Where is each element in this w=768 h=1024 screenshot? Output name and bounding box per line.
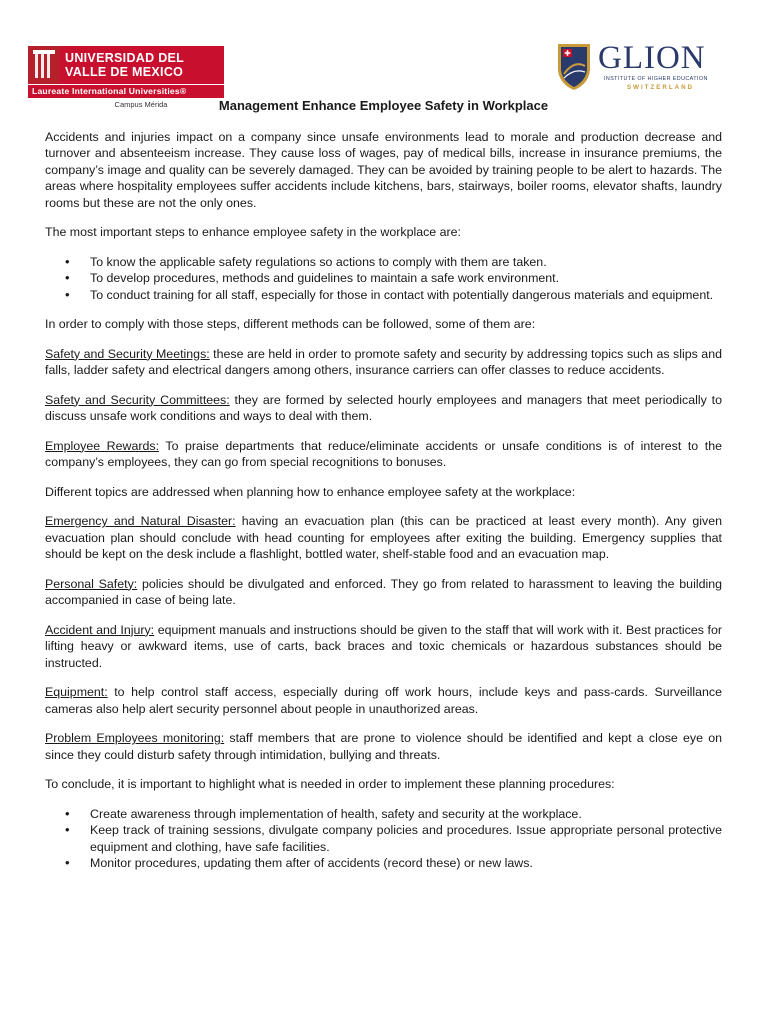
glion-wordmark: GLION [598,40,706,76]
topic-heading: Personal Safety: [45,576,138,591]
intro-paragraph: Accidents and injuries impact on a company since unsafe environments lead to morale and production decrease and turnover and absenteeism increase. They cause loss of wages, pay of medical bills, increase in insurance premiums, the company’s image and quality can be severely damaged. They can be avoided by training people to be alert to hazards. The areas where hospitality employees suffer accidents include kitchens, bars, stairways, boiler rooms, elevator shafts, laundry rooms but these are not the only ones. [45,129,722,210]
topic-paragraph [45,576,722,609]
glion-shield-icon [554,40,594,92]
topic-text: policies should be divulgated and enforced. They go from related to harassment to leaving the building accompanied in case of being late. [45,576,723,607]
method-heading: Employee Rewards: [45,438,160,453]
method-text: these are held in order to promote safety and security by addressing topics such as slips and falls, ladder safety and electrical dangers among others, insurance carriers can offer classes to reduce accidents. [45,346,722,377]
method-text: To praise departments that reduce/eliminate accidents or unsafe conditions is of interest to the company’s employees, they can go from special recognitions to bonuses. [45,438,723,469]
document-title: Management Enhance Employee Safety in Workplace [218,98,549,113]
topic-paragraph [45,622,722,672]
glion-country: SWITZERLAND [627,84,695,91]
uvm-name-line2: VALLE DE MEXICO [65,65,184,79]
list-item: • Create awareness through implementation of health, safety and security at the workplace. [90,806,722,823]
topics-intro: Different topics are addressed when planning how to enhance employee safety at the workplace: [45,484,576,499]
method-paragraph [45,392,722,425]
steps-intro: The most important steps to enhance employee safety in the workplace are: [45,225,461,239]
list-item: • Keep track of training sessions, divulgate company policies and procedures. Issue appropriate personal protective equipment and clothing, have safe facilities. [90,822,722,855]
topic-paragraph [45,684,722,717]
topic-text: having an evacuation plan (this can be practiced at least every month). Any given evacuation plan should conclude with head counting for employees after exiting the building. Emergency supplies that should be kept on the desk include a flashlight, bottled water, shelf-stable food and an evacuation map. [45,514,722,561]
uvm-name-line1: UNIVERSIDAD DEL [65,51,185,65]
topic-paragraph [45,730,722,763]
topic-paragraph [45,513,722,563]
topic-text: equipment manuals and instructions should be given to the staff that will work with it. Best practices for lifting heavy or awkward items, use of carts, back braces and toxic chemicals or hazardous substances should be instructed. [45,622,722,670]
topic-heading: Accident and Injury: [45,622,155,637]
topic-heading: Equipment: [45,685,108,699]
steps-list [45,254,722,304]
topic-heading: Problem Employees monitoring: [45,731,225,745]
glion-logo [554,40,724,92]
uvm-tagline: Laureate International Universities® [28,84,224,98]
method-text: they are formed by selected hourly employees and managers that meet periodically to discuss unsafe work conditions and ways to deal with them. [45,392,722,423]
conclusion-list [45,806,722,872]
list-item: • To know the applicable safety regulations so actions to comply with them are taken. [90,254,722,271]
uvm-campus: Campus Mérida [114,100,168,109]
uvm-logo-bar [28,46,224,84]
glion-institute: INSTITUTE OF HIGHER EDUCATION [604,76,708,82]
list-item: • To develop procedures, methods and guidelines to maintain a safe work environment. [90,270,722,287]
uvm-logo-name [60,46,224,84]
topic-heading: Emergency and Natural Disaster: [45,514,236,528]
topic-text: to help control staff access, especially during off work hours, include keys and pass-cards. Surveillance cameras also help alert security personnel about people in unauthorized areas. [45,685,722,716]
method-paragraph [45,438,722,471]
conclusion-intro: To conclude, it is important to highlight what is needed in order to implement these planning procedures: [45,777,615,791]
topic-text: staff members that are prone to violence should be identified and kept a close eye on since they could disturb safety through intimidation, bullying and threats. [45,731,722,762]
method-heading: Safety and Security Meetings: [45,346,210,361]
document-body [45,98,722,885]
list-item: • Monitor procedures, updating them after of accidents (record these) or new laws. [90,855,722,872]
uvm-crest-icon [28,46,60,84]
list-item: • To conduct training for all staff, especially for those in contact with potentially dangerous materials and equipment. [90,287,722,304]
method-heading: Safety and Security Committees: [45,392,230,407]
method-paragraph [45,346,722,379]
methods-intro: In order to comply with those steps, different methods can be followed, some of them are: [45,317,536,331]
